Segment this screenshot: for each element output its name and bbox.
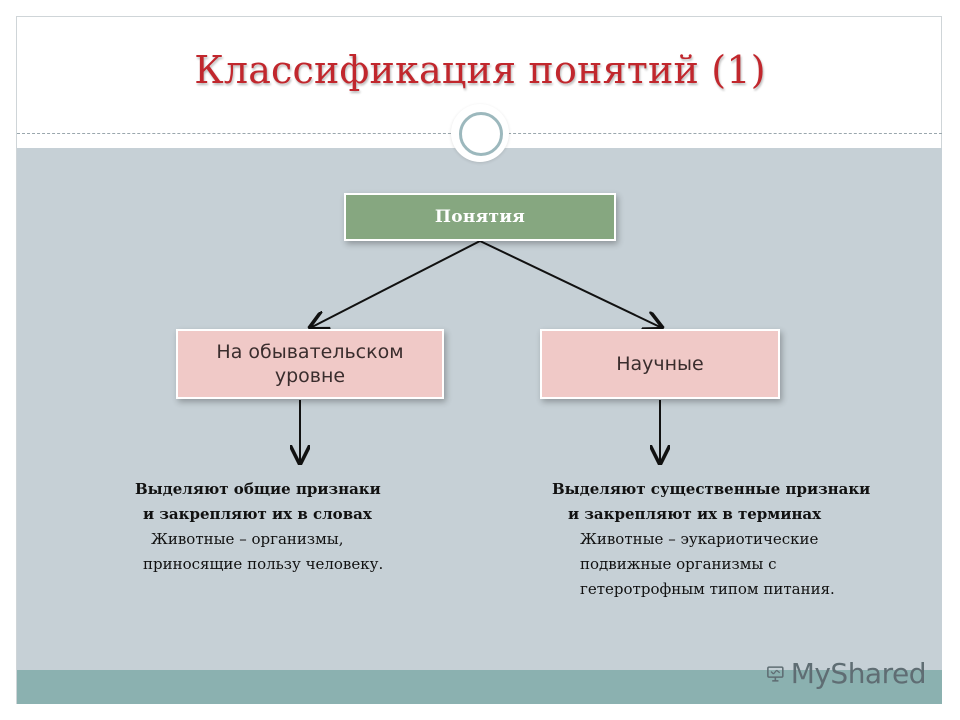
myshared-logo [766, 654, 926, 694]
scientific-line-5: гетеротрофным типом питания. [580, 580, 835, 598]
presentation-board-icon [766, 659, 785, 689]
logo-text: MyShared [790, 657, 926, 690]
everyday-description [135, 477, 465, 577]
scientific-line-2: и закрепляют их в терминах [568, 505, 822, 523]
everyday-line-2: и закрепляют их в словах [143, 505, 372, 523]
root-concept-box: Понятия [344, 193, 616, 241]
everyday-line-1: Выделяют общие признаки [135, 480, 381, 498]
everyday-line-4: приносящие пользу человеку. [143, 555, 384, 573]
scientific-line-3: Животные – эукариотические [580, 530, 819, 548]
slide-title: Классификация понятий (1) [194, 48, 766, 92]
scientific-line-1: Выделяют существенные признаки [552, 480, 871, 498]
everyday-concept-box: На обывательском уровне [176, 329, 444, 399]
ring-inner [459, 112, 503, 156]
everyday-line-3: Животные – организмы, [151, 530, 344, 548]
divider-ring-icon [451, 104, 509, 162]
scientific-description [552, 477, 952, 602]
scientific-line-4: подвижные организмы с [580, 555, 777, 573]
scientific-concept-box: Научные [540, 329, 780, 399]
